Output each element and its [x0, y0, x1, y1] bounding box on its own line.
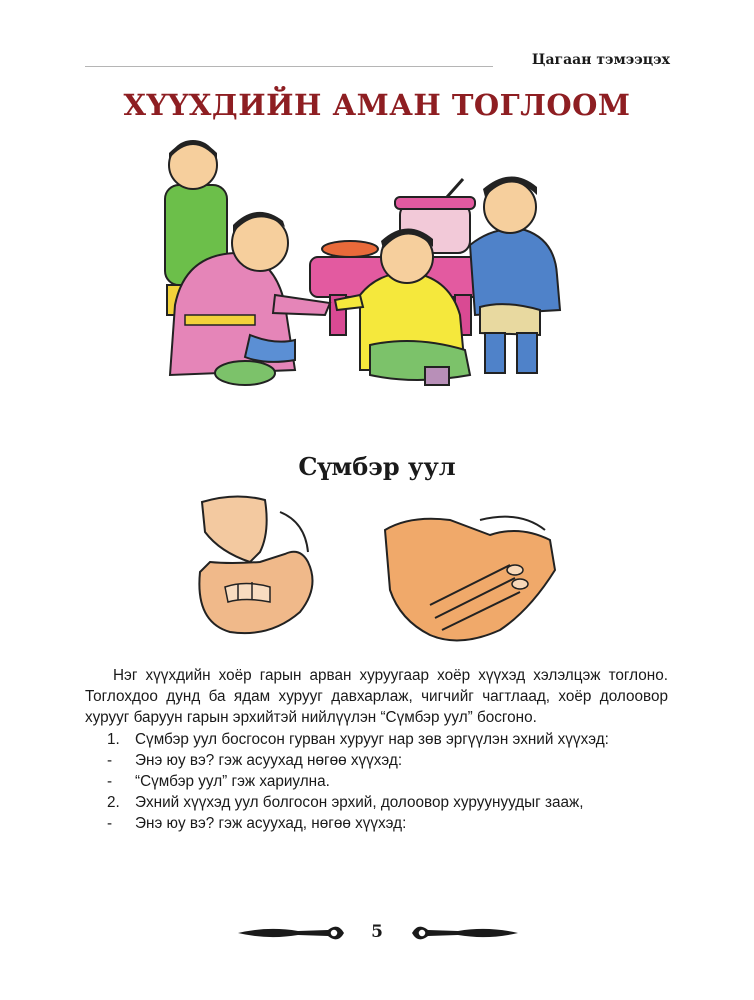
list-item-text: “Сүмбэр уул” гэж хариулна. — [135, 773, 330, 791]
hands-gesture-illustration-right — [380, 510, 560, 650]
instruction-list — [85, 729, 668, 835]
section-subtitle: Сүмбэр уул — [298, 452, 456, 481]
list-item — [85, 813, 668, 834]
list-marker: 2. — [107, 794, 120, 812]
page-number: 5 — [371, 922, 383, 942]
child-blue-illustration — [470, 176, 560, 373]
list-item-text: Сүмбэр уул босгосон гурван хурууг нар зөв эргүүлэн эхний хүүхэд: — [135, 730, 609, 748]
page-title: ХҮҮХДИЙН АМАН ТОГЛООМ — [123, 88, 631, 122]
list-item — [85, 729, 668, 750]
list-item — [85, 771, 668, 792]
list-item — [85, 750, 668, 771]
hands-gesture-illustration-left — [190, 492, 330, 640]
children-playing-illustration — [145, 135, 575, 403]
list-marker: 1. — [107, 730, 120, 748]
running-header — [85, 52, 670, 74]
header-rule — [85, 66, 493, 67]
body-text — [85, 665, 668, 835]
list-marker: - — [107, 751, 113, 769]
intro-paragraph: Нэг хүүхдийн хоёр гарын арван хуруугаар хоёр хүүхэд хэлэлцэж тоглоно. Тоглохдоо дунд ба ядам хурууг давхарлаж, чигчийг чагтлаад, хоёр долоовор хурууг баруун гарын эрхийтэй нийлүүлэн “Сүмбэр уул” босгоно. — [85, 667, 668, 727]
header-section-title: Цагаан тэмээцэх — [531, 52, 670, 68]
list-marker: - — [107, 773, 113, 791]
list-marker: - — [107, 815, 113, 833]
list-item-text: Энэ юу вэ? гэж асуухад, нөгөө хүүхэд: — [135, 815, 407, 833]
list-item-text: Энэ юу вэ? гэж асуухад нөгөө хүүхэд: — [135, 751, 403, 769]
list-item — [85, 792, 668, 813]
list-item-text: Эхний хүүхэд уул болгосон эрхий, долоовор хуруунуудыг зааж, — [135, 794, 584, 812]
